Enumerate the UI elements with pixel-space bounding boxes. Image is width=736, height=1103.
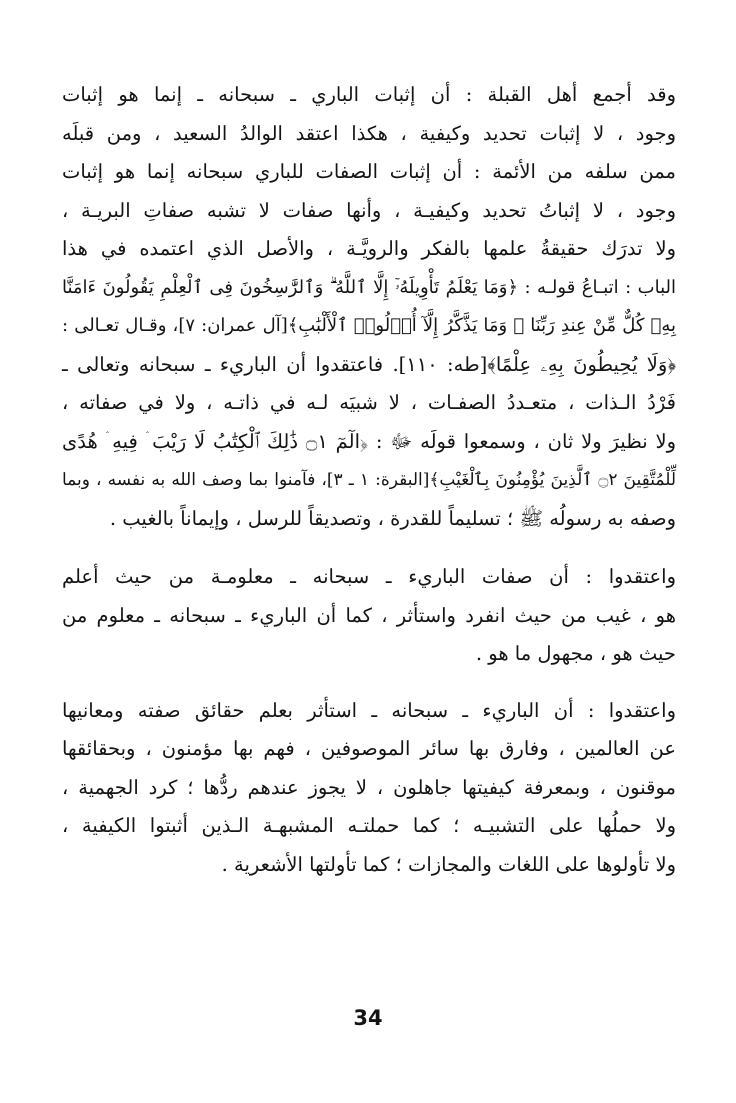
text-line: حيث هو ، مجهول ما هو .: [475, 642, 676, 665]
text-line-quran-quote: ﴿وَلَا يُحِيطُونَ بِهِۦ عِلْمًا﴾[طه: ١١٠]. فاعتقدوا أن الباريء ـ سبحانه وتعالى ـ: [62, 352, 676, 376]
text-line: موقنون ، وبمعرفة كيفيتها جاهلون ، لا يجوز عندهم ردُّها ؛ كرد الجهمية ،: [62, 775, 676, 799]
paragraph-2: [62, 558, 676, 674]
paragraph-3: [62, 692, 676, 885]
text-line: هو ، غيب من حيث انفرد واستأثر ، كما أن الباريء ـ سبحانه ـ معلوم من: [62, 603, 676, 627]
text-line: ولا حملُها على التشبيـه ؛ كما حملتـه المشبهـة الـذين أثبتوا الكيفية ،: [62, 814, 676, 837]
text-line: واعتقدوا : أن صفات الباريء ـ سبحانه ـ معلومـة من حيث أعلم: [62, 565, 676, 588]
text-line: واعتقدوا : أن الباريء ـ سبحانه ـ استأثر بعلم حقائق صفته ومعانيها: [62, 698, 676, 722]
text-line: ممن سلفه من الأئمة : أن إثبات الصفات للباري سبحانه إنما هو إثبات: [62, 160, 676, 183]
text-line-quran-quote: الباب : اتبـاعُ قولـه : ﴿وَمَا يَعْلَمُ تَأْوِيلَهُۥٓ إِلَّا ٱللَّهُ ۗ وَٱلرَّٰسِخُونَ فِى ٱلْعِلْمِ يَقُولُونَ ءَامَنَّا: [62, 276, 676, 298]
text-line-quran-quote: بِهِۦ كُلٌّ مِّنْ عِندِ رَبِّنَا ۗ وَمَا يَذَّكَّرُ إِلَّآ أُو۟لُوا۟ ٱلْأَلْبَٰبِ﴾[آل عمران: ٧]، وقـال تعـالى :: [62, 315, 676, 336]
book-page: [62, 76, 676, 902]
text-line: فَرْدُ الـذات ، متعـددُ الصفـات ، لا شبيَه لـه في ذاتـه ، ولا في صفاته ،: [62, 391, 676, 414]
text-line: وصفه به رسولُه ﷺ ؛ تسليماً للقدرة ، وتصديقاً للرسل ، وإيماناً بالغيب .: [109, 506, 676, 530]
text-line-quran-quote: لِّلْمُتَّقِينَ ۝٢ ٱلَّذِينَ يُؤْمِنُونَ بِٱلْغَيْبِ﴾[البقرة: ١ ـ ٣]، فآمنوا بما وصف الله به نفسه ، وبما: [62, 470, 676, 490]
text-line-quran-quote: ولا نظيرَ ولا ثان ، وسمعوا قولَه ﷻ : ﴿الٓمٓ ۝١ ذَٰلِكَ ٱلْكِتَٰبُ لَا رَيْبَ ۛ فِيهِ ۛ هُدًى: [62, 429, 676, 453]
text-line: وجود ، لا إثباتُ تحديد وكيفيـة ، وأنها صفات لا تشبه صفاتِ البريـة ،: [62, 198, 676, 222]
text-line: وقد أجمع أهل القبلة : أن إثبات الباري ـ سبحانه ـ إنما هو إثبات: [62, 83, 676, 106]
page-number: 34: [353, 1006, 383, 1030]
text-line: ولا تدرَك حقيقةُ علمها بالفكر والرويَّـة ، والأصل الذي اعتمده في هذا: [62, 237, 676, 260]
text-line: عن العالمين ، وفارق بها سائر الموصوفين ، فهم بها مؤمنون ، وبحقائقها: [62, 737, 676, 760]
text-line: وجود ، لا إثبات تحديد وكيفية ، هكذا اعتقد الوالدُ السعيد ، ومن قبلَه: [62, 121, 676, 145]
paragraph-1: [62, 76, 676, 538]
text-line: ولا تأولوها على اللغات والمجازات ؛ كما تأولتها الأشعرية .: [221, 852, 676, 876]
